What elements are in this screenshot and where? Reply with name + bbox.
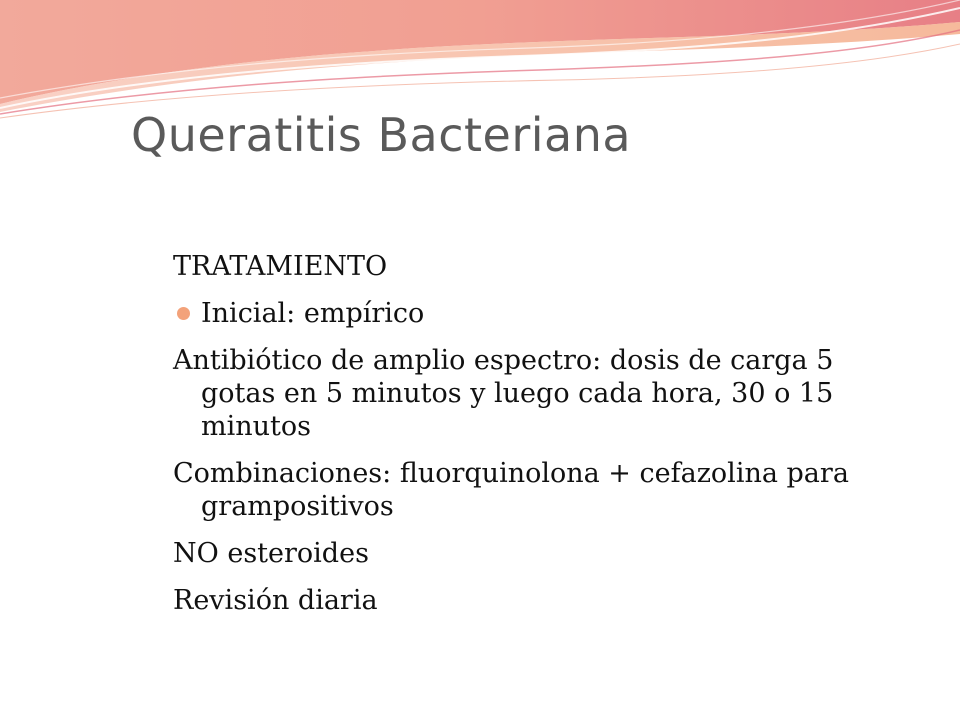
bullet-icon [177,307,190,320]
paragraph-combinations: Combinaciones: fluorquinolona + cefazolina para grampositivos [173,458,849,522]
decorative-wave-header [0,0,960,120]
slide-title: Queratitis Bacteriana [131,108,632,162]
paragraph-daily-review: Revisión diaria [173,585,378,616]
bullet-item-label: Inicial: empírico [201,298,425,329]
section-heading: TRATAMIENTO [173,251,388,282]
paragraph-no-steroids: NO esteroides [173,538,369,569]
paragraph-antibiotic: Antibiótico de amplio espectro: dosis de carga 5 gotas en 5 minutos y luego cada hora, 30 o 15 minutos [173,345,834,442]
bullet-item [173,297,913,330]
slide-body [173,250,913,631]
